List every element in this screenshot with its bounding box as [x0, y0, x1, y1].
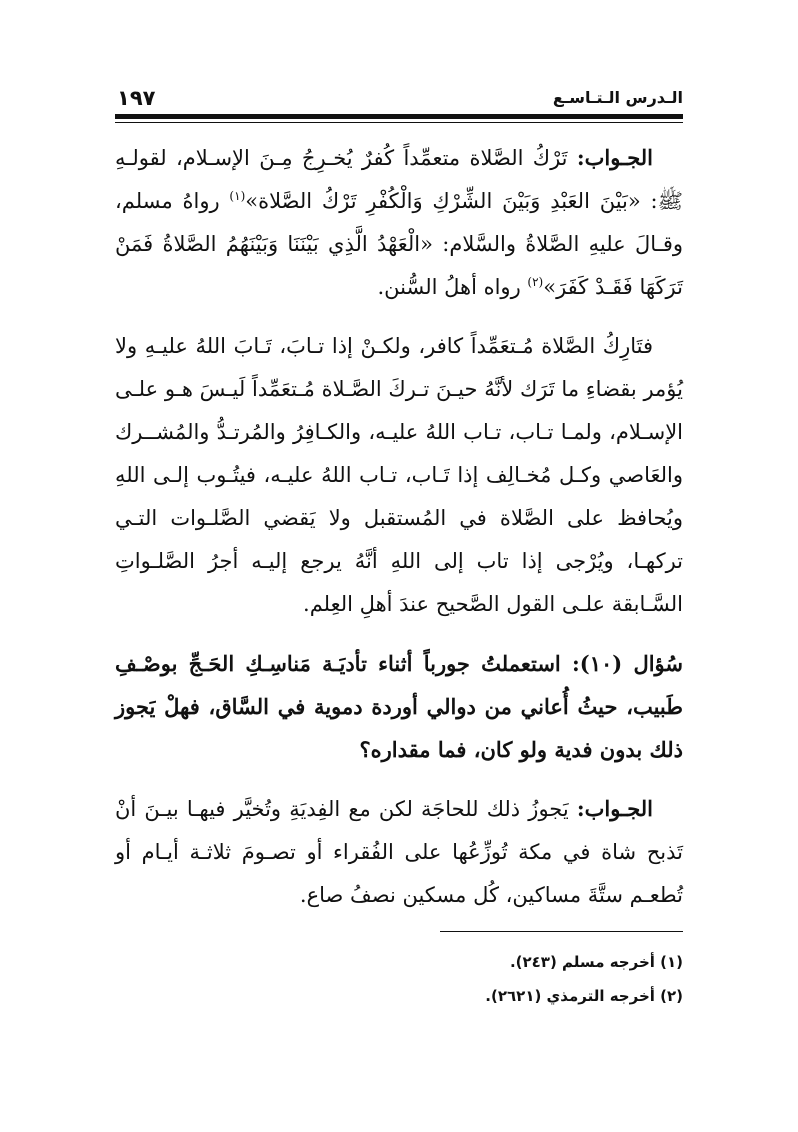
- answer-lead: الجـواب:: [576, 145, 653, 170]
- header-rule-thin: [115, 122, 683, 123]
- answer-text-part-b: رواهُ مسلم، وقـالَ عليهِ الصَّلاةُ والسَّلام: «الْعَهْدُ الَّذِي بَيْنَنَا وَبَيْنَهُمُ الصَّلاةُ فَمَنْ تَرَكَهَا فَقَـدْ كَفَرَ»: [115, 189, 683, 299]
- footnote-1: (١) أخرجه مسلم (٢٤٣).: [509, 953, 683, 971]
- footnotes: [115, 945, 683, 1013]
- page-header: [115, 86, 683, 112]
- page-number: ١٩٧: [117, 86, 156, 110]
- answer-text-part-a: تَرْكُ الصَّلاة متعمِّداً كُفرٌ يُخـرِجُ مِـنَ الإسـلام، لقولـهِ ﷺ: «بَيْنَ العَبْدِ وَبَيْنَ الشِّرْكِ وَالْكُفْرِ تَرْكُ الصَّلاة»: [115, 146, 683, 213]
- body-paragraph-2: فتَارِكُ الصَّلاة مُـتعَمِّداً كافر، ولكـنْ إذا تـابَ، تَـابَ اللهُ عليـهِ ولا يُؤمر بقضاءِ ما تَرَك لأنَّهُ حيـنَ تـركَ الصَّـلاة مُـتعَمِّداً لَيـسَ هـو علـى الإسـلام، ولمـا تـاب، تـاب اللهُ عليـه، والكـافِرُ والمُرتـدُّ والمُشــرك والعَاصي وكـل مُخـالِف إذا تَـاب، تـاب اللهُ عليـه، فيتُـوب إلـى اللهِ ويُحافظ على الصَّلاة في المُستقبل ولا يَقضي الصَّلـوات التـي تركهـا، ويُرْجى إذا تاب إلى اللهِ أنَّهُ يرجع إليـه أجرُ الصَّلـواتِ السَّـابقة علـى القول الصَّحيح عندَ أهلِ العِلم.: [115, 334, 683, 616]
- question-paragraph: سُؤال (١٠): استعملتُ جورباً أثناء تأديَـة مَناسِـكِ الحَـجِّ بوصْـفِ طَبيب، حيثُ أُعاني من دوالي أوردة دموية في السَّاق، فهلْ يَجوز ذلك بدون فدية ولو كان، فما مقداره؟: [115, 651, 683, 762]
- footnote-2: (٢) أخرجه الترمذي (٢٦٢١).: [485, 987, 683, 1005]
- main-text: [115, 136, 683, 933]
- answer-text-2: يَجوزُ ذلك للحاجَة لكن مع الفِديَةِ وتُخيَّر فيهـا بيـنَ أنْ تَذبح شاة في مكة تُوزِّعُها على الفُقراء أو تصـومَ ثلاثـة أيـام أو تُطعـم ستَّةَ مساكين، كُل مسكين نصفُ صاع.: [115, 797, 683, 907]
- answer-paragraph-1: [115, 136, 683, 309]
- header-rule-thick: [115, 114, 683, 119]
- footnote-ref-2: (٢): [527, 275, 544, 289]
- running-title: الـدرس الـتـاسـع: [552, 88, 683, 107]
- answer-paragraph-2: [115, 787, 683, 917]
- footnote-separator: [440, 931, 683, 932]
- footnote-ref-1: (١): [229, 189, 246, 203]
- answer-lead-2: الجـواب:: [576, 796, 653, 821]
- answer-text-part-c: رواه أهلُ السُّنن.: [377, 275, 528, 299]
